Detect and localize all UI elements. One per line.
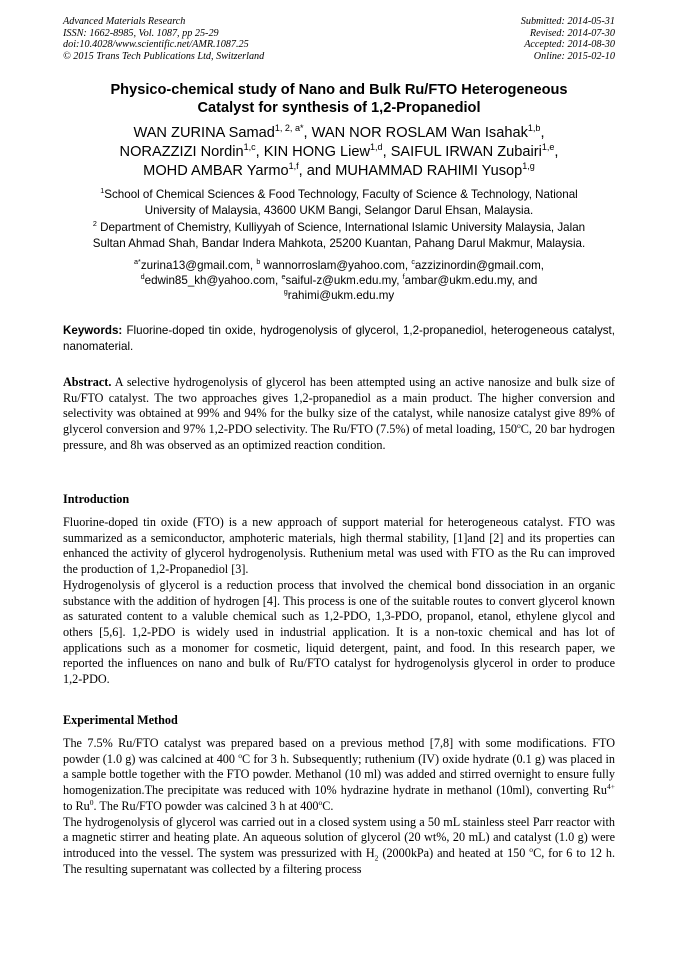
keywords-text: Fluorine-doped tin oxide, hydrogenolysis of glycerol, 1,2-propanediol, heterogeneous catalyst, nanomaterial. <box>63 324 615 353</box>
paragraph: Fluorine-doped tin oxide (FTO) is a new approach of support material for heterogeneous catalyst. FTO was summarized as a semiconductor, amphoteric materials, high thermal stability, [1]and [2] and its properties can enhanced the activity of glycerol hydrogenolysis. Ruthenium metal was used with FTO as the Ru can improved the production of 1,2-Propanediol [3]. <box>63 515 615 577</box>
journal-name: Advanced Materials Research <box>63 16 186 27</box>
email-link[interactable]: zurina13@gmail.com, <box>140 259 257 272</box>
revised-date: Revised: 2014-07-30 <box>529 27 615 39</box>
paragraph: Hydrogenolysis of glycerol is a reduction process that involved the chemical bond dissociation in an organic substance with the addition of hydrogen [4]. This process is one of the suitable routes to convert glycerol known as saturated content to a valuble chemical such as 1,2-PDO, 1,3-PDO, propanol, etanol, ethylene glycol and others [5,6]. 1,2-PDO is widely used in industrial application. It is a non-toxic chemical and has lot of applications such as a monomer for cosmetic, liquid detergent, paint, and food. In this research paper, we reported the influences on nano and bulk of Ru/FTO catalyst for hydrogenolysis glycerol in order to produce 1,2-PDO. <box>63 577 615 687</box>
affiliation-1: $^1$School of Chemical Sciences & Food Technology, Faculty of Science & Technology, National University of Malaysia, 43600 UKM Bangi, Selangor Darul Ehsan, Malaysia. <box>100 186 578 217</box>
paper-title: Physico-chemical study of Nano and Bulk Ru/FTO Heterogeneous Catalyst for synthesis of 1,2-Propanediol <box>110 82 568 116</box>
author: SAIFUL IRWAN Zubairi <box>390 144 542 160</box>
email-link[interactable]: wannorroslam@yahoo.com, <box>260 259 412 272</box>
email-link[interactable]: saiful-z@ukm.edu.my, <box>285 274 403 287</box>
online-date: Online: 2015-02-10 <box>533 50 615 62</box>
paragraph: The hydrogenolysis of glycerol was carried out in a closed system using a 50 mL stainless steel Parr reactor with a magnetic stirrer and heating plate. An aqueous solution of glycerol (20 wt%, 20 mL) and catalyst (1.0 g) were introduced into the vessel. The system was pressurized with $H_2$ (2000kPa) and heated at 150 $^o$C, for 6 to 12 h. The resulting supernatant was collected by a filtering process <box>63 814 615 876</box>
author: MUHAMMAD RAHIMI Yusop <box>335 163 523 179</box>
affiliation-2: $^2$ Department of Chemistry, Kulliyyah of Science, International Islamic University Malaysia, Jalan Sultan Ahmad Shah, Bandar Indera Mahkota, 25200 Kuantan, Pahang Darul Makmur, Malaysia. <box>92 219 586 250</box>
paragraph: The 7.5% Ru/FTO catalyst was prepared based on a previous method [7,8] with some modifications. FTO powder (1.0 g) was calcined at 400 $^o$C for 3 h. Subsequently; ruthenium (IV) oxide hydrate (0.1 g) was placed in a sample bottle together with the FTO powder. Methanol (10 ml) was added and stirred overnight to ensure fully homogenization.The precipitate was reduced with 10% hydrazine hydrate in methanol (10ml), converting $Ru^{4+}$ to Ru$^0$. The Ru/FTO powder was calcined 3 h at 400$^o$C. <box>63 736 615 813</box>
submitted-date: Submitted: 2014-05-31 <box>520 16 615 27</box>
accepted-date: Accepted: 2014-08-30 <box>524 39 615 51</box>
email-link[interactable]: rahimi@ukm.edu.my <box>287 289 395 302</box>
author: NORAZZIZI Nordin <box>119 144 244 160</box>
author: WAN NOR ROSLAM Wan Isahak <box>311 125 528 141</box>
keywords-label: Keywords: <box>63 324 123 337</box>
author: WAN ZURINA Samad <box>133 125 275 141</box>
section-heading-experimental: Experimental Method <box>63 713 178 727</box>
journal-issn: ISSN: 1662-8985, Vol. 1087, pp 25-29 <box>63 27 219 39</box>
journal-copyright: © 2015 Trans Tech Publications Ltd, Switzerland <box>63 50 265 62</box>
abstract-label: Abstract. <box>63 375 112 389</box>
author: MOHD AMBAR Yarmo <box>143 163 289 179</box>
email-link[interactable]: ambar@ukm.edu.my, and <box>404 274 538 287</box>
author-list: WAN ZURINA Samad$^{1, 2, a*}$, WAN NOR ROSLAM Wan Isahak$^{1,b}$, NORAZZIZI Nordin$^{1,c}$, KIN HONG Liew$^{1,d}$, SAIFUL IRWAN Zubairi$^{1,e}$, MOHD AMBAR Yarmo$^{1,f}$, and MUHAMMAD RAHIMI Yusop$^{1,g}$ <box>119 123 559 179</box>
dates-header <box>521 16 615 62</box>
section-heading-introduction: Introduction <box>63 492 130 506</box>
keywords <box>63 323 615 354</box>
author: KIN HONG Liew <box>263 144 371 160</box>
author-emails: $^{a*}$zurina13@gmail.com, $^b$ wannorroslam@yahoo.com, $^c$azzizinordin@gmail.com, $^d$edwin85_kh@yahoo.com, $^e$saiful-z@ukm.edu.my, $^f$ambar@ukm.edu.my, and $^g$rahimi@ukm.edu.my <box>134 257 544 302</box>
email-link[interactable]: azzizinordin@gmail.com, <box>414 259 544 272</box>
email-link[interactable]: edwin85_kh@yahoo.com, <box>144 274 282 287</box>
journal-header <box>63 16 264 62</box>
experimental-text <box>63 736 615 877</box>
journal-doi: doi:10.4028/www.scientific.net/AMR.1087.25 <box>63 39 249 51</box>
introduction-text <box>63 515 615 688</box>
abstract: Abstract. A selective hydrogenolysis of glycerol has been attempted using an active nanosize and bulk size of Ru/FTO catalyst. The two approaches gives 1,2-propanediol as a main product. The higher conversion and selectivity was obtained at 99% and 94% for the bulky size of the catalyst, while nanosize catalyst give 89% of glycerol conversion and 97% 1,2-PDO selectivity. The Ru/FTO (7.5%) of metal loading, 150$^o$C, 20 bar hydrogen pressure, and 8h was observed as an optimized reaction condition. <box>63 375 615 452</box>
